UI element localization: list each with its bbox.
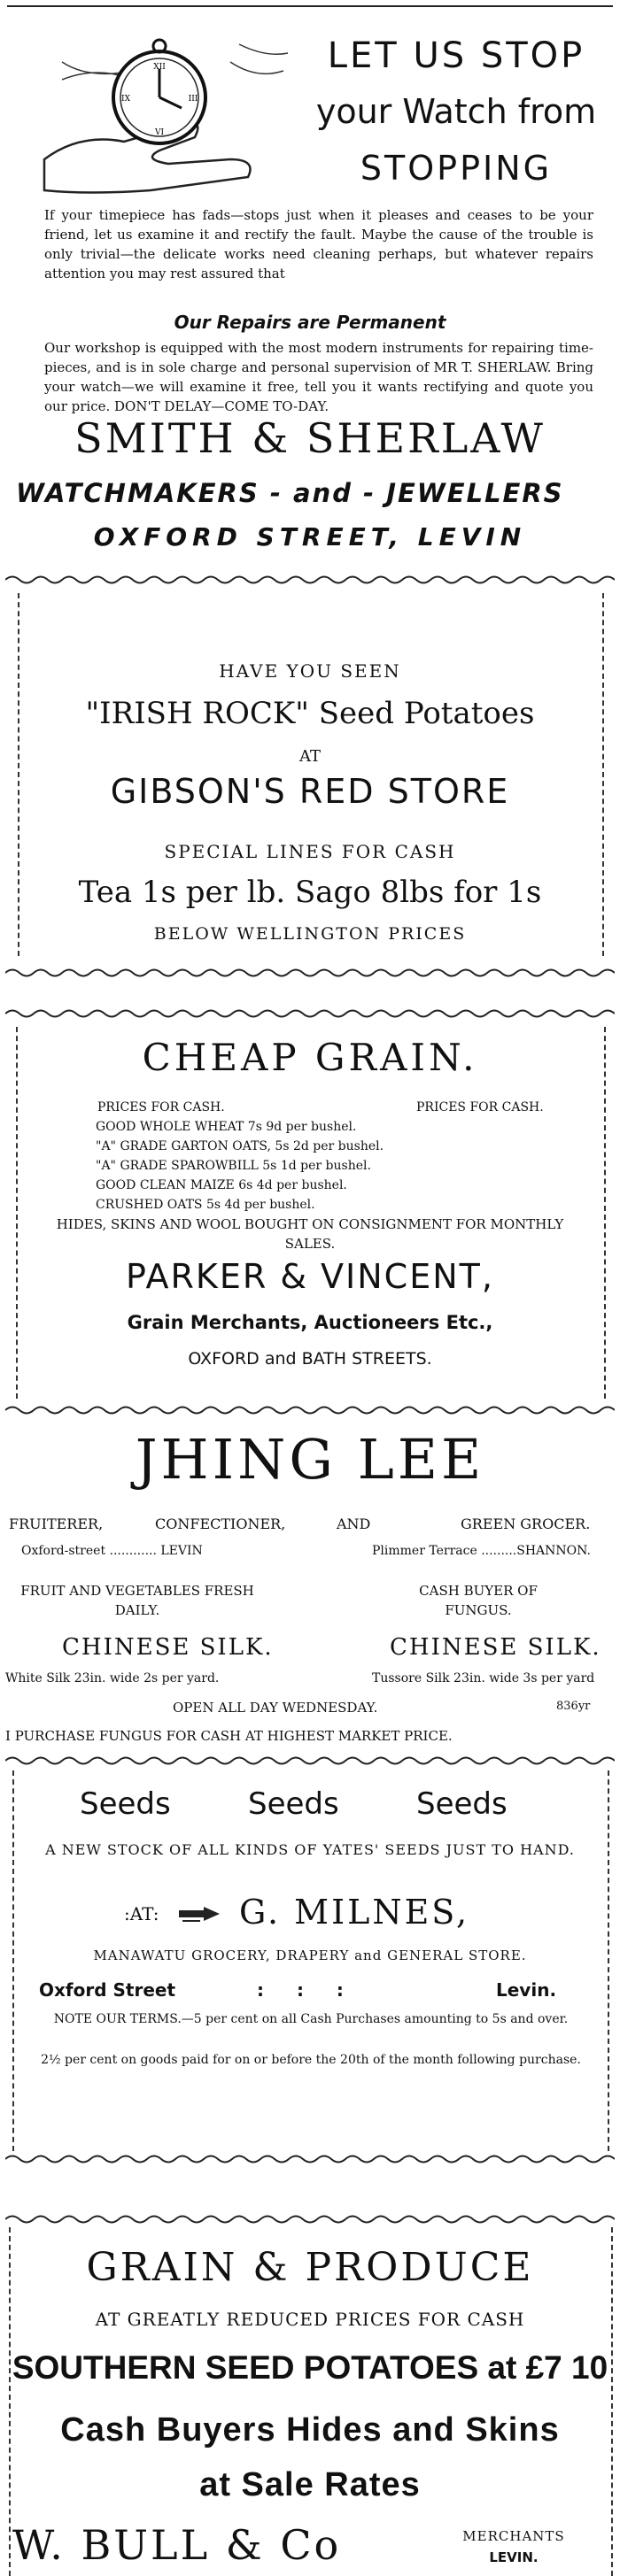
ad5-right-border bbox=[608, 1770, 609, 2151]
ad2-line-5: SPECIAL LINES FOR CASH bbox=[164, 841, 456, 862]
ad4-loc-left: Oxford-street ............ LEVIN bbox=[21, 1544, 203, 1558]
ad4-trade-3: AND bbox=[337, 1516, 371, 1532]
ad1-firm: SMITH & SHERLAW bbox=[74, 414, 546, 462]
ad1-headline-1: LET US STOP bbox=[327, 35, 585, 76]
wavy-border-bottom-ad2 bbox=[5, 967, 615, 979]
ad5-store: MANAWATU GROCERY, DRAPERY and GENERAL STORE. bbox=[93, 1947, 527, 1963]
ad5-street: Oxford Street bbox=[39, 1979, 176, 2001]
pointing-hand-icon bbox=[177, 1905, 223, 1926]
ad1-subhead: Our Repairs are Permanent bbox=[174, 312, 446, 333]
ad4-open: OPEN ALL DAY WEDNESDAY. bbox=[173, 1700, 378, 1716]
ad3-right-border bbox=[604, 1027, 606, 1399]
ad5-title-3: Seeds bbox=[416, 1786, 508, 1822]
ad2-line-7: BELOW WELLINGTON PRICES bbox=[153, 924, 467, 944]
hand-holding-watch-illustration bbox=[27, 27, 292, 204]
ad4-silk-right: CHINESE SILK. bbox=[390, 1634, 601, 1661]
wavy-border-bottom-ad3 bbox=[5, 1404, 615, 1416]
ad2-line-6: Tea 1s per lb. Sago 8lbs for 1s bbox=[78, 875, 542, 910]
ad2-line-3: AT bbox=[298, 747, 322, 766]
ad3-hides: HIDES, SKINS AND WOOL BOUGHT ON CONSIGNMENT FOR MONTHLY SALES. bbox=[56, 1216, 564, 1252]
ad4-trade-4: GREEN GROCER. bbox=[461, 1516, 591, 1532]
wavy-border-bottom-ad5 bbox=[5, 2153, 615, 2165]
ad2-line-1: HAVE YOU SEEN bbox=[219, 660, 401, 682]
ad3-item-1: GOOD WHOLE WHEAT 7s 9d per bushel. bbox=[96, 1120, 357, 1134]
ad3-item-3: "A" GRADE SPAROWBILL 5s 1d per bushel. bbox=[96, 1159, 371, 1173]
ad3-firm: PARKER & VINCENT, bbox=[126, 1257, 494, 1296]
ad3-item-4: GOOD CLEAN MAIZE 6s 4d per bushel. bbox=[96, 1178, 347, 1192]
ad6-firm: W. BULL & Co bbox=[12, 2521, 342, 2569]
ad4-loc-right: Plimmer Terrace .........SHANNON. bbox=[372, 1544, 591, 1558]
ad6-line2: Cash Buyers Hides and Skins bbox=[60, 2411, 560, 2449]
ad3-title: CHEAP GRAIN. bbox=[142, 1036, 478, 1079]
ad5-stock: A NEW STOCK OF ALL KINDS OF YATES' SEEDS JUST TO HAND. bbox=[45, 1841, 575, 1858]
ad6-line1: SOUTHERN SEED POTATOES at £7 10 bbox=[12, 2349, 608, 2386]
ad3-item-2: "A" GRADE GARTON OATS, 5s 2d per bushel. bbox=[96, 1139, 384, 1153]
ad4-silk-right-desc: Tussore Silk 23in. wide 3s per yard bbox=[372, 1671, 595, 1685]
svg-text:III: III bbox=[188, 95, 198, 104]
ad6-title: GRAIN & PRODUCE bbox=[86, 2245, 534, 2290]
ad4-title: JHING LEE bbox=[135, 1427, 485, 1492]
ad2-line-4: GIBSON'S RED STORE bbox=[110, 772, 510, 811]
ad4-fungus: I PURCHASE FUNGUS FOR CASH AT HIGHEST MARKET PRICE. bbox=[5, 1728, 453, 1744]
wavy-border-top-ad3 bbox=[5, 1007, 615, 1020]
svg-text:IX: IX bbox=[121, 95, 130, 104]
ad4-silk-left-desc: White Silk 23in. wide 2s per yard. bbox=[5, 1671, 220, 1685]
ad4-ref: 836yr bbox=[556, 1700, 591, 1713]
ad5-title-2: Seeds bbox=[248, 1786, 339, 1822]
ad5-terms2: 2½ per cent on goods paid for on or before the 20th of the month following purchase. bbox=[41, 2053, 581, 2067]
ad1-body: If your timepiece has fads—stops just when it pleases and ceases to be your friend, let us examine it and rectify the fault. Maybe the cause of the trouble is only trivial—the delicate works need cleaning perhaps, but whatever repairs attention you may rest assured that bbox=[44, 207, 593, 282]
top-rule bbox=[7, 5, 613, 7]
wavy-border-top-ad2 bbox=[5, 574, 615, 586]
ad4-cash: CASH BUYER OF FUNGUS. bbox=[419, 1583, 538, 1618]
ad3-item-5: CRUSHED OATS 5s 4d per bushel. bbox=[96, 1198, 315, 1212]
ad5-terms: NOTE OUR TERMS.—5 per cent on all Cash Purchases amounting to 5s and over. bbox=[53, 2012, 569, 2026]
ad1-address: OXFORD STREET, LEVIN bbox=[93, 522, 527, 551]
ad6-town: LEVIN. bbox=[489, 2549, 539, 2565]
ad4-trade-1: FRUITERER, bbox=[9, 1516, 104, 1532]
ad6-line3: at Sale Rates bbox=[199, 2466, 421, 2503]
svg-text:VI: VI bbox=[154, 128, 165, 137]
ad5-at: :AT: bbox=[124, 1903, 159, 1924]
ad3-trade: Grain Merchants, Auctioneers Etc., bbox=[127, 1312, 493, 1333]
ad1-headline-3: STOPPING bbox=[360, 149, 553, 188]
ad5-left-border bbox=[12, 1770, 14, 2151]
ad5-firm: G. MILNES, bbox=[239, 1893, 470, 1932]
ad6-merchants: MERCHANTS bbox=[462, 2528, 565, 2544]
wavy-border-top-ad6 bbox=[5, 2213, 615, 2225]
ad3-left-border bbox=[16, 1027, 18, 1399]
ad3-prices-left: PRICES FOR CASH. bbox=[97, 1100, 225, 1114]
svg-text:XII: XII bbox=[153, 63, 166, 72]
ad3-prices-right: PRICES FOR CASH. bbox=[416, 1100, 544, 1114]
ad4-trade-2: CONFECTIONER, bbox=[155, 1516, 286, 1532]
ad3-address: OXFORD and BATH STREETS. bbox=[188, 1349, 432, 1369]
wavy-border-top-ad5 bbox=[5, 1755, 615, 1767]
ad1-trade: WATCHMAKERS - and - JEWELLERS bbox=[16, 478, 564, 508]
ad4-fruit: FRUIT AND VEGETABLES FRESH DAILY. bbox=[20, 1583, 254, 1618]
ad2-line-2: "IRISH ROCK" Seed Potatoes bbox=[85, 696, 535, 731]
ad5-town: Levin. bbox=[496, 1979, 557, 2001]
ad1-body2: Our workshop is equipped with the most modern instruments for repairing time-pieces, and is in sole charge and personal supervision of MR T. SHERLAW. Bring your watch—we will examine it free, tell you it wants rectifying and quote you our price. DON'T DELAY—COME TO-DAY. bbox=[44, 340, 593, 414]
ad5-title-1: Seeds bbox=[80, 1786, 171, 1822]
ad4-silk-left: CHINESE SILK. bbox=[62, 1634, 274, 1661]
ad6-sub: AT GREATLY REDUCED PRICES FOR CASH bbox=[95, 2309, 525, 2330]
ad5-colons: : : : bbox=[257, 1979, 344, 2001]
ad1-headline-2: your Watch from bbox=[315, 92, 597, 131]
